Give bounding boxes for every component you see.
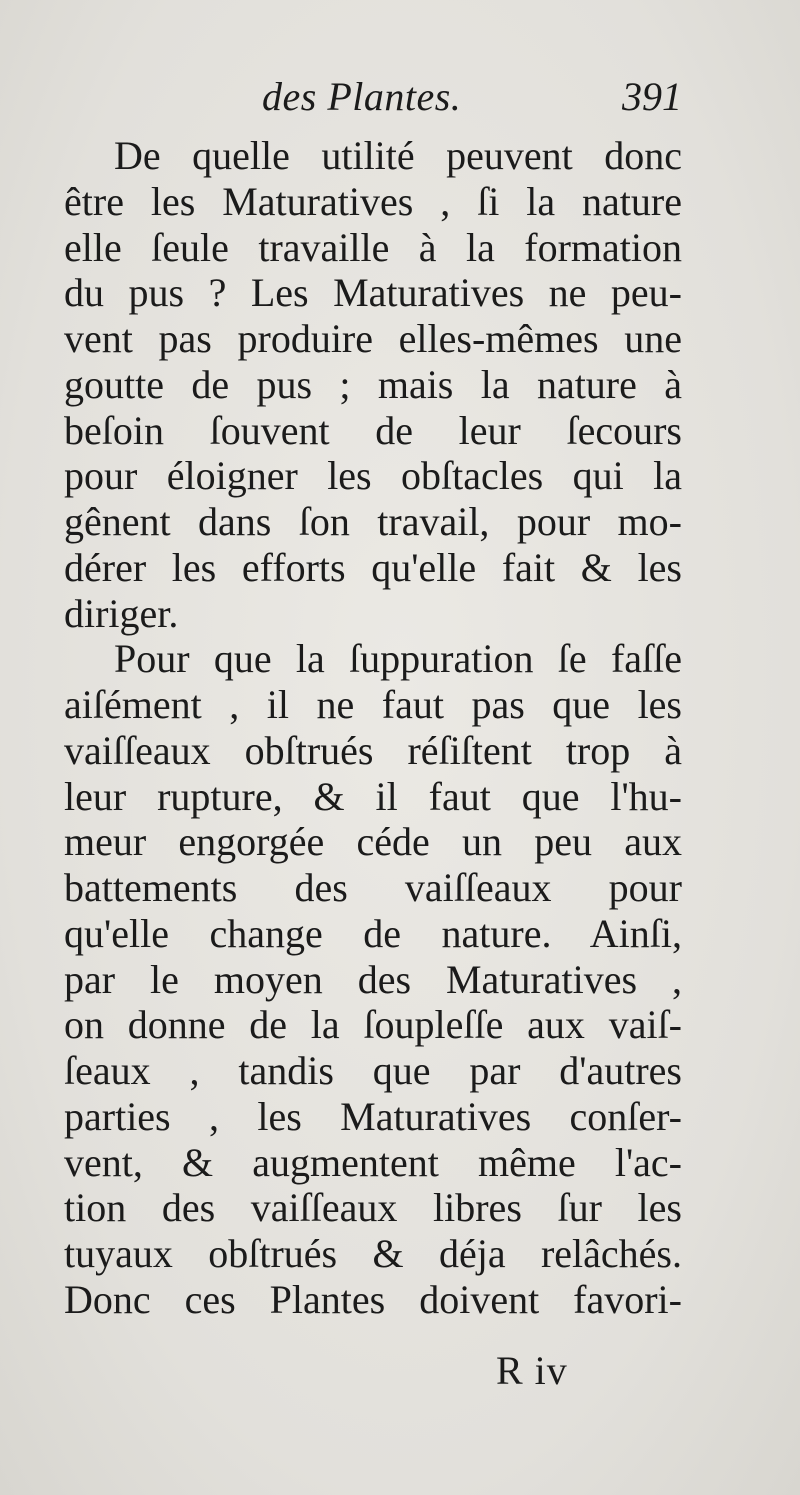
text-line: pour éloigner les obſtacles qui la [64, 453, 682, 499]
text-line: vent pas produire elles-mêmes une [64, 316, 682, 361]
text-line: diriger. [64, 590, 179, 636]
text-line: Donc ces Plantes doivent favori- [64, 1276, 682, 1322]
text-line: aiſément , il ne faut pas que les [64, 682, 682, 727]
text-line: tuyaux obſtrués & déja relâchés. [64, 1231, 682, 1276]
text-line: leur rupture, & il faut que l'hu- [64, 773, 682, 819]
text-line: vaiſſeaux obſtrués réſiſtent trop à [64, 727, 682, 773]
text-line: goutte de pus ; mais la nature à [64, 361, 682, 407]
text-line: qu'elle change de nature. Ainſi, [64, 910, 682, 956]
text-line: parties , les Maturatives conſer- [64, 1093, 682, 1139]
text-line: gênent dans ſon travail, pour mo- [64, 499, 682, 544]
text-line: du pus ? Les Maturatives ne peu- [64, 270, 682, 316]
body-text [64, 133, 682, 1323]
text-line: beſoin ſouvent de leur ſecours [64, 407, 682, 453]
text-line: dérer les efforts qu'elle fait & les [64, 544, 682, 590]
text-line: tion des vaiſſeaux libres ſur les [64, 1185, 682, 1231]
running-head [262, 72, 682, 122]
text-line: ſeaux , tandis que par d'autres [64, 1048, 682, 1093]
page-number: 391 [622, 74, 682, 119]
signature-mark: R iv [496, 1348, 568, 1393]
text-line: meur engorgée céde un peu aux [64, 819, 682, 865]
text-line: elle ſeule travaille à la formation [64, 224, 682, 270]
text-line: être les Maturatives , ſi la nature [64, 178, 682, 224]
text-line: on donne de la ſoupleſſe aux vaiſ- [64, 1002, 682, 1048]
running-title: des Plantes. [262, 74, 462, 119]
text-line: battements des vaiſſeaux pour [64, 865, 682, 910]
text-line: De quelle utilité peuvent donc [114, 133, 682, 178]
text-line: par le moyen des Maturatives , [64, 956, 682, 1002]
text-line: Pour que la ſuppuration ſe faſſe [114, 636, 682, 682]
text-line: vent, & augmentent même l'ac- [64, 1139, 682, 1185]
